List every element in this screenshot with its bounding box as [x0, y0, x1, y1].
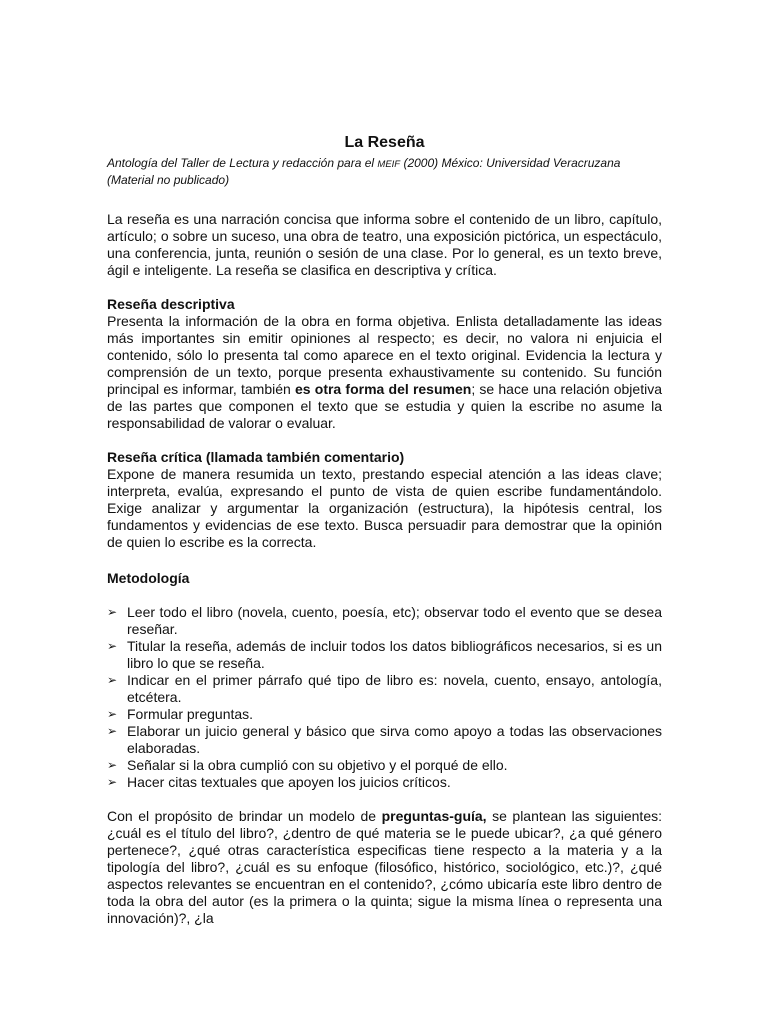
list-item-text: Elaborar un juicio general y básico que sirva como apoyo a todas las observaciones elaboradas. [127, 723, 662, 756]
source-citation [107, 156, 662, 173]
document-title: La Reseña [344, 134, 425, 151]
section-critica [107, 449, 662, 551]
list-item-text: Leer todo el libro (novela, cuento, poesía, etc); observar todo el evento que se desea reseñar. [127, 604, 662, 637]
section-descriptiva [107, 296, 662, 432]
list-item-text: Señalar si la obra cumplió con su objetivo y el porqué de ello. [127, 757, 508, 773]
critica-paragraph: Expone de manera resumida un texto, prestando especial atención a las ideas clave; interpreta, evalúa, expresando el punto de vista de quien escribe fundamentándolo. Exige analizar y argumentar la organización (estructura), la hipótesis central, los fundamentos y evidencias de ese texto. Busca persuadir para demostrar que la opinión de quien lo escribe es la correcta. [107, 466, 662, 550]
arrow-bullet-icon: ➢ [107, 758, 118, 772]
list-item [107, 723, 662, 757]
list-item-text: Indicar en el primer párrafo qué tipo de libro es: novela, cuento, ensayo, antología, etcétera. [127, 672, 662, 705]
list-item-text: Titular la reseña, además de incluir todos los datos bibliográficos necesarios, si es un libro lo que se reseña. [127, 638, 662, 671]
closing-text-end: se plantean las siguientes: ¿cuál es el título del libro?, ¿dentro de qué materia se le puede ubicar?, ¿a qué género pertenece?, ¿qué otras característica especificas tiene respecto a la materia y a la tipología del libro?, ¿cuál es su enfoque (filosófico, histórico, sociológico, etc.)?, ¿qué aspectos relevantes se encuentran en el contenido?, ¿cómo ubicaría este libro dentro de toda la obra del autor (es la primera o la quinta; sigue la misma línea o representa una innovación)?, ¿la [107, 808, 662, 926]
arrow-bullet-icon: ➢ [107, 707, 118, 721]
source-note: (Material no publicado) [107, 172, 230, 187]
source-text-part2: (2000) México: Universidad Veracruzana [400, 156, 621, 170]
section-heading-metodologia: Metodología [107, 570, 190, 586]
arrow-bullet-icon: ➢ [107, 775, 118, 789]
list-item-text: Formular preguntas. [127, 706, 254, 722]
arrow-bullet-icon: ➢ [107, 673, 118, 687]
list-item-text: Hacer citas textuales que apoyen los juicios críticos. [127, 774, 451, 790]
list-item [107, 706, 662, 723]
section-heading-critica: Reseña crítica (llamada también comentario) [107, 449, 405, 465]
intro-paragraph: La reseña es una narración concisa que informa sobre el contenido de un libro, capítulo, artículo; o sobre un suceso, una obra de teatro, una exposición pictórica, un espectáculo, una conferencia, junta, reunión o sesión de una clase. Por lo general, es un texto breve, ágil e inteligente. La reseña se clasifica en descriptiva y crítica. [107, 211, 662, 278]
section-metodologia [107, 570, 662, 791]
source-acronym: MEIF [377, 159, 401, 170]
list-item [107, 604, 662, 638]
closing-bold-text: preguntas-guía, [381, 808, 487, 824]
metodologia-list [107, 604, 662, 791]
list-item [107, 774, 662, 791]
document-page [107, 133, 662, 927]
arrow-bullet-icon: ➢ [107, 605, 118, 619]
arrow-bullet-icon: ➢ [107, 639, 118, 653]
descriptiva-text: Presenta la información de la obra en forma objetiva. Enlista detalladamente las ideas más importantes sin emitir opiniones al respecto; es decir, no valora ni enjuicia el contenido, sólo lo presenta tal como aparece en el texto original. Evidencia la lectura y comprensión de un texto, porque presenta exhaustivamente su contenido. Su función principal es informar, también [107, 313, 662, 397]
list-item [107, 638, 662, 672]
descriptiva-bold-text: es otra forma del resumen [295, 381, 472, 397]
list-item [107, 672, 662, 706]
list-item [107, 757, 662, 774]
section-heading-descriptiva: Reseña descriptiva [107, 296, 235, 312]
descriptiva-paragraph [107, 313, 662, 432]
arrow-bullet-icon: ➢ [107, 724, 118, 738]
closing-paragraph [107, 808, 662, 927]
descriptiva-text-end: ; se hace una relación objetiva de las partes que componen el texto que se estudia y quien la escribe no asume la responsabilidad de valorar o evaluar. [107, 381, 662, 431]
closing-text: Con el propósito de brindar un modelo de [107, 808, 382, 824]
source-text-part1: Antología del Taller de Lectura y redacción para el [107, 156, 378, 170]
